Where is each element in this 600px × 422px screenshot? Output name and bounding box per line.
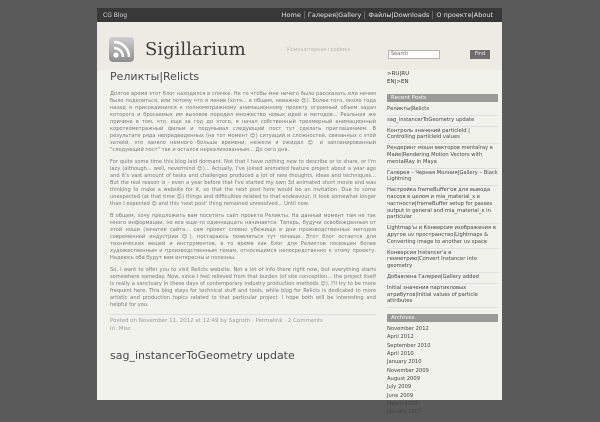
recent-posts-title: Recent Posts: [387, 94, 498, 102]
lang-ru-link[interactable]: >RU|RU: [387, 71, 410, 77]
language-switcher: [387, 70, 498, 86]
search-input[interactable]: Search: [388, 50, 440, 59]
post-paragraph-ru-2: В общем, хочу предложить вам посетить сайт проекта Реликты. На данный момент там не так много информации, но все еще-то одиннадцать начинается. Теперь, будучи освобожденным от этой ноши (зачатия сайта... сам проект словно убежище в дни производственных методов современной индустрии 😊), постараюсь появляться тут почаще. Этот блог остается для технических вещей и инструментов, в то время как блог для Реликтов посвящен более художественным и производственным темам, относящимся непосредственно к этому проекту. Надеюсь оба будут вам интересны и полезны.: [110, 213, 376, 261]
nav-downloads[interactable]: Файлы|Downloads: [364, 11, 432, 19]
archive-link[interactable]: November 2012: [387, 326, 429, 333]
nav-about[interactable]: О проекте|About: [432, 11, 496, 19]
site-title[interactable]: Sigillarium: [145, 39, 246, 60]
post-meta-line[interactable]: Posted on November 11, 2012 at 12:49 by Sagroth · Permalink · 2 Comments: [110, 318, 323, 324]
archive-link[interactable]: April 2010: [387, 351, 414, 358]
top-bar: [97, 8, 502, 22]
site-header: [97, 22, 502, 70]
recent-post-link[interactable]: Контроль значений particleId | Controlling particleId values: [387, 127, 498, 145]
archive-link[interactable]: November 2009: [387, 367, 429, 374]
archive-link[interactable]: January 2007: [387, 409, 422, 416]
archives-title: Archives: [387, 314, 498, 322]
archives-widget: [387, 314, 498, 416]
rss-icon[interactable]: [109, 37, 134, 62]
find-button[interactable]: Find: [470, 50, 490, 59]
blog-name[interactable]: CG Blog: [103, 11, 128, 19]
top-nav: [279, 11, 496, 19]
recent-post-link[interactable]: Галерея – Черная Молния|Gallery – Black Lightning: [387, 169, 498, 187]
recent-post-link[interactable]: Реликты|Relicts: [387, 105, 498, 116]
post-paragraph-en-2: So, I want to offer you to visit Relicts website. Not a lot of info there right now, but everything starts somewhere someday. Now, since I feel relieved from that burden (of site conception... the project itself is really a sanctuary in these days of contemporary industry production methods 😊), I'll try to be more frequent here. This blog stays for technical stuff and tools, while blog for Relicts is dedicated to more artistic and production topics related to that particular project. I hope both will be interesting and helpful for you.: [110, 267, 376, 308]
archive-link[interactable]: March 2009: [387, 400, 418, 407]
post: [110, 70, 376, 333]
post-title[interactable]: Реликты|Relicts: [110, 70, 200, 83]
archive-link[interactable]: July 2009: [387, 384, 412, 391]
post-meta: [110, 314, 376, 333]
archive-link[interactable]: January 2010: [387, 359, 422, 366]
recent-post-link[interactable]: Настройка frameBuffer'ов для вывода пассов в целом и mia_material_x в частности|frameBuffer setup for passes output in general and mia_material_x in particular: [387, 186, 498, 224]
page: [97, 8, 502, 416]
nav-home[interactable]: Home: [281, 11, 301, 19]
post-paragraph-en-1: For quite some time this blog laid dormant. Not that I have nothing new to describe or to share, or I'm lazy (although... well, nevermind 😊)... Actually, I've joined animated feature project about a year ago and it's vast amount of tasks and challenges produced a lot of new thoughts, ideas and techniques... But the real reason is – even a year before that I've started my own 3d animated short movie and was thinking to make a website for it, so that the next post here would be an invitation. Due to some unexpected (at that time 😊) things and difficulties related to that endeavour, it took somewhat longer than I expected 😊 and this 'next post' thing remained unresolved... Until now.: [110, 159, 376, 207]
recent-post-link[interactable]: Lightmap'ы и Конверсия изображения в другое uv пространство|Lightmaps & Converting image to another uv space: [387, 224, 498, 248]
main-content: [110, 70, 376, 370]
recent-post-link[interactable]: sag_instancerToGeometry update: [387, 116, 498, 127]
recent-post-link[interactable]: Добавлена Галерея|Gallery added: [387, 273, 498, 284]
post-category[interactable]: In: Misc: [110, 326, 131, 332]
post: [110, 349, 376, 362]
recent-posts-widget: [387, 94, 498, 308]
archive-link[interactable]: April 2012: [387, 334, 414, 341]
nav-gallery[interactable]: Галерея|Gallery: [304, 11, 364, 19]
lang-en-link[interactable]: EN|>EN: [387, 79, 409, 85]
recent-post-link[interactable]: Initial значения партикловых атрибутов|Initial values of particle attributes: [387, 284, 498, 308]
post-paragraph-ru-1: Долгое время этот блог находился в спячке. Не то чтобы мне нечего было рассказать или нечем было поделиться, или потому что я ленив (хотя... в общем, неважно 😊). Более того, около года назад я присоединился к полнометражному анимационному проекту огромный объем задач которого и бросаемых им вызовов породил множество новых идей и методов... Реальная же причина в том, что, еще за год до этого, я начал собственный трехмерный анимационный короткометражный фильм и подумывал следующий пост тут сделать приглашением. В результате ряда непредвиденных (на тот момент 😊) ситуаций и сложностей, связанных с этой затеей, это заняло немного больше времени, нежели я ожидал 😊 и запланированный "следующий пост" так и остался нереализованным... До сего дня.: [110, 91, 376, 153]
site-tagline: Компьютерная графика: [287, 47, 351, 53]
archive-link[interactable]: August 2009: [387, 375, 421, 382]
recent-post-link[interactable]: Конверсия Instancer'а в геометрию|Convert Instancer into geometry: [387, 249, 498, 273]
post-title[interactable]: sag_instancerToGeometry update: [110, 349, 295, 362]
sidebar: [387, 70, 498, 422]
archive-link[interactable]: June 2009: [387, 392, 414, 399]
recent-post-link[interactable]: Рендеринг мошн векторов mentalray в Майе|Rendering Motion Vectors with mentalRay in Maya: [387, 144, 498, 168]
archive-link[interactable]: September 2010: [387, 342, 431, 349]
